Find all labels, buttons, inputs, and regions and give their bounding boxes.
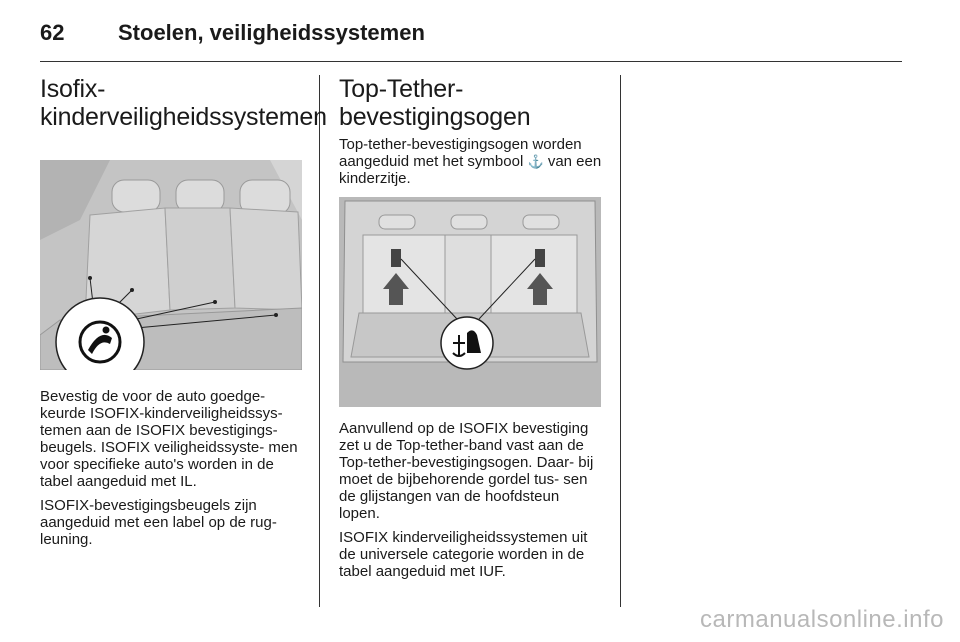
top-tether-anchor-icon: ⚓ <box>527 154 544 169</box>
top-tether-intro <box>339 136 603 187</box>
left-column <box>40 75 327 131</box>
top-tether-illustration <box>339 197 601 407</box>
isofix-text <box>40 388 305 555</box>
watermark: carmanualsonline.info <box>700 606 944 633</box>
isofix-seat-illustration <box>40 160 302 370</box>
top-tether-text <box>339 420 603 587</box>
isofix-paragraph-1: Bevestig de voor de auto goedge- keurde ISOFIX-kinderveiligheidssys- temen aan de ISOFIX bevestigings- beugels. ISOFIX veiligheidssyste- men voor specifieke auto's worden in de tabel aangeduid met IL. <box>40 388 298 490</box>
column-divider-left <box>319 75 320 607</box>
column-divider-right <box>620 75 621 607</box>
top-tether-heading-line1: Top-Tether- <box>339 75 464 103</box>
isofix-paragraph-2: ISOFIX-bevestigingsbeugels zijn aangeduid met een label op de rug- leuning. <box>40 497 277 548</box>
header-divider <box>40 61 902 62</box>
top-tether-intro-end: van een kinderzitje. <box>339 153 602 187</box>
top-tether-paragraph-2: ISOFIX kinderveiligheidssystemen uit de universele categorie worden in de tabel aangeduid met IUF. <box>339 529 588 580</box>
chapter-title: Stoelen, veiligheidssystemen <box>118 20 425 45</box>
top-tether-heading <box>339 75 603 131</box>
right-column <box>339 75 603 187</box>
page-number: 62 <box>40 20 65 45</box>
page-header <box>40 20 902 64</box>
top-tether-intro-start: Top-tether-bevestigingsogen worden aangeduid met het symbool <box>339 136 582 170</box>
top-tether-paragraph-1: Aanvullend op de ISOFIX bevestiging zet u de Top-tether-band vast aan de Top-tether-bevestigingsogen. Daar- bij moet de bijbehorende gordel tus- sen de glijstangen van de hoofdsteun lopen. <box>339 420 594 522</box>
isofix-heading <box>40 75 327 131</box>
cargo-area-tether-image <box>339 197 601 407</box>
isofix-heading-line1: Isofix- <box>40 75 106 103</box>
isofix-heading-line2: kinderveiligheidssystemen <box>40 103 327 131</box>
rear-seat-isofix-image <box>40 160 302 370</box>
top-tether-heading-line2: bevestigingsogen <box>339 103 531 131</box>
